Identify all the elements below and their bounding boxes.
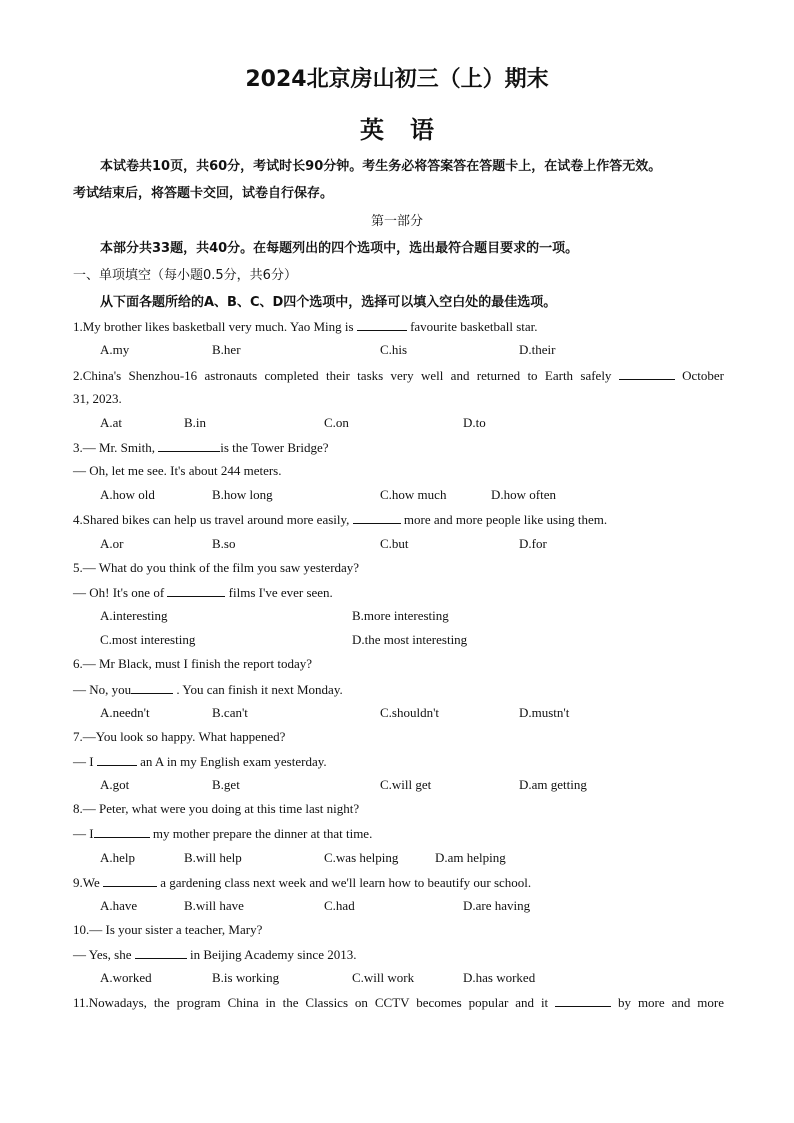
question-text: is the Tower Bridge?	[220, 440, 329, 455]
answer-blank	[167, 584, 225, 597]
option-a[interactable]: A.needn't	[100, 705, 150, 720]
question-5-options	[0, 632, 794, 650]
question-text: 5.— What do you think of the film you saw yesterday?	[73, 560, 360, 575]
question-8-line-1	[73, 801, 359, 817]
option-d[interactable]: D.how often	[491, 487, 556, 502]
option-a[interactable]: A.worked	[100, 970, 152, 985]
question-text: more and more people like using them.	[400, 512, 608, 527]
question-text: a gardening class next week and we'll learn how to beautify our school.	[157, 875, 532, 890]
answer-blank	[619, 367, 675, 380]
question-2-line-1	[73, 367, 724, 384]
option-d[interactable]: D.mustn't	[519, 705, 570, 720]
option-b[interactable]: B.her	[212, 342, 241, 357]
part-title: 第一部分	[370, 214, 423, 229]
answer-blank	[131, 681, 173, 694]
question-8-options	[0, 850, 794, 868]
question-10-line-2	[73, 946, 356, 963]
option-c[interactable]: C.will get	[380, 777, 432, 792]
section-instruction: 从下面各题所给的A、B、C、D四个选项中，选择可以填入空白处的最佳选项。	[100, 295, 557, 310]
question-text: my mother prepare the dinner at that time.	[149, 826, 373, 841]
option-a[interactable]: A.got	[100, 777, 130, 792]
question-9-options	[0, 898, 794, 916]
question-text: 9.We	[73, 875, 103, 890]
option-b[interactable]: B.so	[212, 536, 236, 551]
option-c[interactable]: C.was helping	[324, 850, 399, 865]
option-d[interactable]: D.am helping	[435, 850, 506, 865]
question-text: 7.—You look so happy. What happened?	[73, 729, 286, 744]
option-b[interactable]: B.more interesting	[352, 608, 449, 623]
question-5-line-1	[73, 560, 359, 576]
question-text: favourite basketball star.	[406, 319, 538, 334]
option-c[interactable]: C.most interesting	[100, 632, 196, 647]
question-4-options	[0, 536, 794, 554]
option-c[interactable]: C.on	[324, 415, 349, 430]
option-b[interactable]: B.get	[212, 777, 240, 792]
question-2-line-2	[73, 391, 122, 407]
question-6-options	[0, 705, 794, 723]
part-description: 本部分共33题，共40分。在每题列出的四个选项中，选出最符合题目要求的一项。	[100, 241, 579, 256]
question-text: 3.— Mr. Smith,	[73, 440, 159, 455]
option-a[interactable]: A.interesting	[100, 608, 168, 623]
question-8-line-2	[73, 825, 372, 842]
answer-blank	[357, 318, 407, 331]
option-b[interactable]: B.how long	[212, 487, 273, 502]
question-10-line-1	[73, 922, 262, 938]
question-text: 1.My brother likes basketball very much. Yao Ming is	[73, 319, 357, 334]
exam-title: 2024北京房山初三（上）期末	[245, 67, 549, 92]
question-text: — I	[73, 826, 94, 841]
option-d[interactable]: D.the most interesting	[352, 632, 468, 647]
question-text: an A in my English exam yesterday.	[136, 754, 327, 769]
option-c[interactable]: C.how much	[380, 487, 447, 502]
option-c[interactable]: C.shouldn't	[380, 705, 440, 720]
option-c[interactable]: C.had	[324, 898, 355, 913]
section-title: 一、单项填空（每小题0.5分，共6分）	[73, 268, 297, 283]
question-text: 8.— Peter, what were you doing at this time last night?	[73, 801, 360, 816]
answer-blank	[97, 753, 137, 766]
question-1-line-1	[73, 318, 538, 335]
answer-blank	[135, 946, 187, 959]
option-a[interactable]: A.how old	[100, 487, 155, 502]
option-d[interactable]: D.are having	[463, 898, 531, 913]
question-4-line-1	[73, 511, 607, 528]
option-b[interactable]: B.will have	[184, 898, 244, 913]
question-text: . You can finish it next Monday.	[173, 682, 343, 697]
option-d[interactable]: D.has worked	[463, 970, 536, 985]
option-c[interactable]: C.will work	[352, 970, 415, 985]
question-3-line-1	[73, 439, 329, 456]
question-3-options	[0, 487, 794, 505]
question-6-line-1	[73, 656, 312, 672]
question-text: 10.— Is your sister a teacher, Mary?	[73, 922, 263, 937]
question-text: — No, you	[73, 682, 132, 697]
option-a[interactable]: A.help	[100, 850, 136, 865]
question-5-line-2	[73, 584, 333, 601]
question-text: 11.Nowadays, the program China in the Classics on CCTV becomes popular and it	[73, 995, 556, 1010]
question-text: 6.— Mr Black, must I finish the report today?	[73, 656, 313, 671]
question-text: in Beijing Academy since 2013.	[186, 947, 357, 962]
option-a[interactable]: A.have	[100, 898, 138, 913]
answer-blank	[353, 511, 401, 524]
question-text: 4.Shared bikes can help us travel around more easily,	[73, 512, 353, 527]
option-d[interactable]: D.their	[519, 342, 556, 357]
question-2-options	[0, 415, 794, 433]
question-3-line-2	[73, 463, 282, 479]
question-1-options	[0, 342, 794, 360]
question-9-line-1	[73, 874, 531, 891]
question-text: 2.China's Shenzhou-16 astronauts completed their tasks very well and returned to Earth safely	[73, 368, 619, 383]
question-text: — Yes, she	[73, 947, 135, 962]
question-10-options	[0, 970, 794, 988]
option-b[interactable]: B.in	[184, 415, 207, 430]
option-d[interactable]: D.for	[519, 536, 547, 551]
option-b[interactable]: B.will help	[184, 850, 242, 865]
option-c[interactable]: C.but	[380, 536, 409, 551]
question-text: films I've ever seen.	[225, 585, 333, 600]
answer-blank	[94, 825, 150, 838]
question-5-options	[0, 608, 794, 626]
question-7-options	[0, 777, 794, 795]
answer-blank	[103, 874, 157, 887]
option-a[interactable]: A.at	[100, 415, 123, 430]
option-d[interactable]: D.am getting	[519, 777, 587, 792]
option-d[interactable]: D.to	[463, 415, 486, 430]
question-11-line-1	[73, 994, 724, 1011]
question-text: — Oh, let me see. It's about 244 meters.	[73, 463, 282, 478]
option-a[interactable]: A.or	[100, 536, 124, 551]
option-a[interactable]: A.my	[100, 342, 130, 357]
answer-blank	[555, 994, 611, 1007]
intro-line-2: 考试结束后，将答题卡交回，试卷自行保存。	[73, 186, 334, 201]
question-7-line-1	[73, 729, 285, 745]
option-b[interactable]: B.can't	[212, 705, 248, 720]
question-7-line-2	[73, 753, 327, 770]
question-text: by more and more	[611, 995, 724, 1010]
subject-title: 英语	[360, 116, 460, 144]
question-text: — Oh! It's one of	[73, 585, 168, 600]
question-text: — I	[73, 754, 97, 769]
question-6-line-2	[73, 681, 343, 698]
option-b[interactable]: B.is working	[212, 970, 280, 985]
answer-blank	[158, 439, 220, 452]
intro-line-1: 本试卷共10页，共60分，考试时长90分钟。考生务必将答案答在答题卡上，在试卷上作答无效。	[100, 159, 662, 174]
question-text: October	[674, 368, 724, 383]
option-c[interactable]: C.his	[380, 342, 408, 357]
question-text: 31, 2023.	[73, 391, 122, 406]
